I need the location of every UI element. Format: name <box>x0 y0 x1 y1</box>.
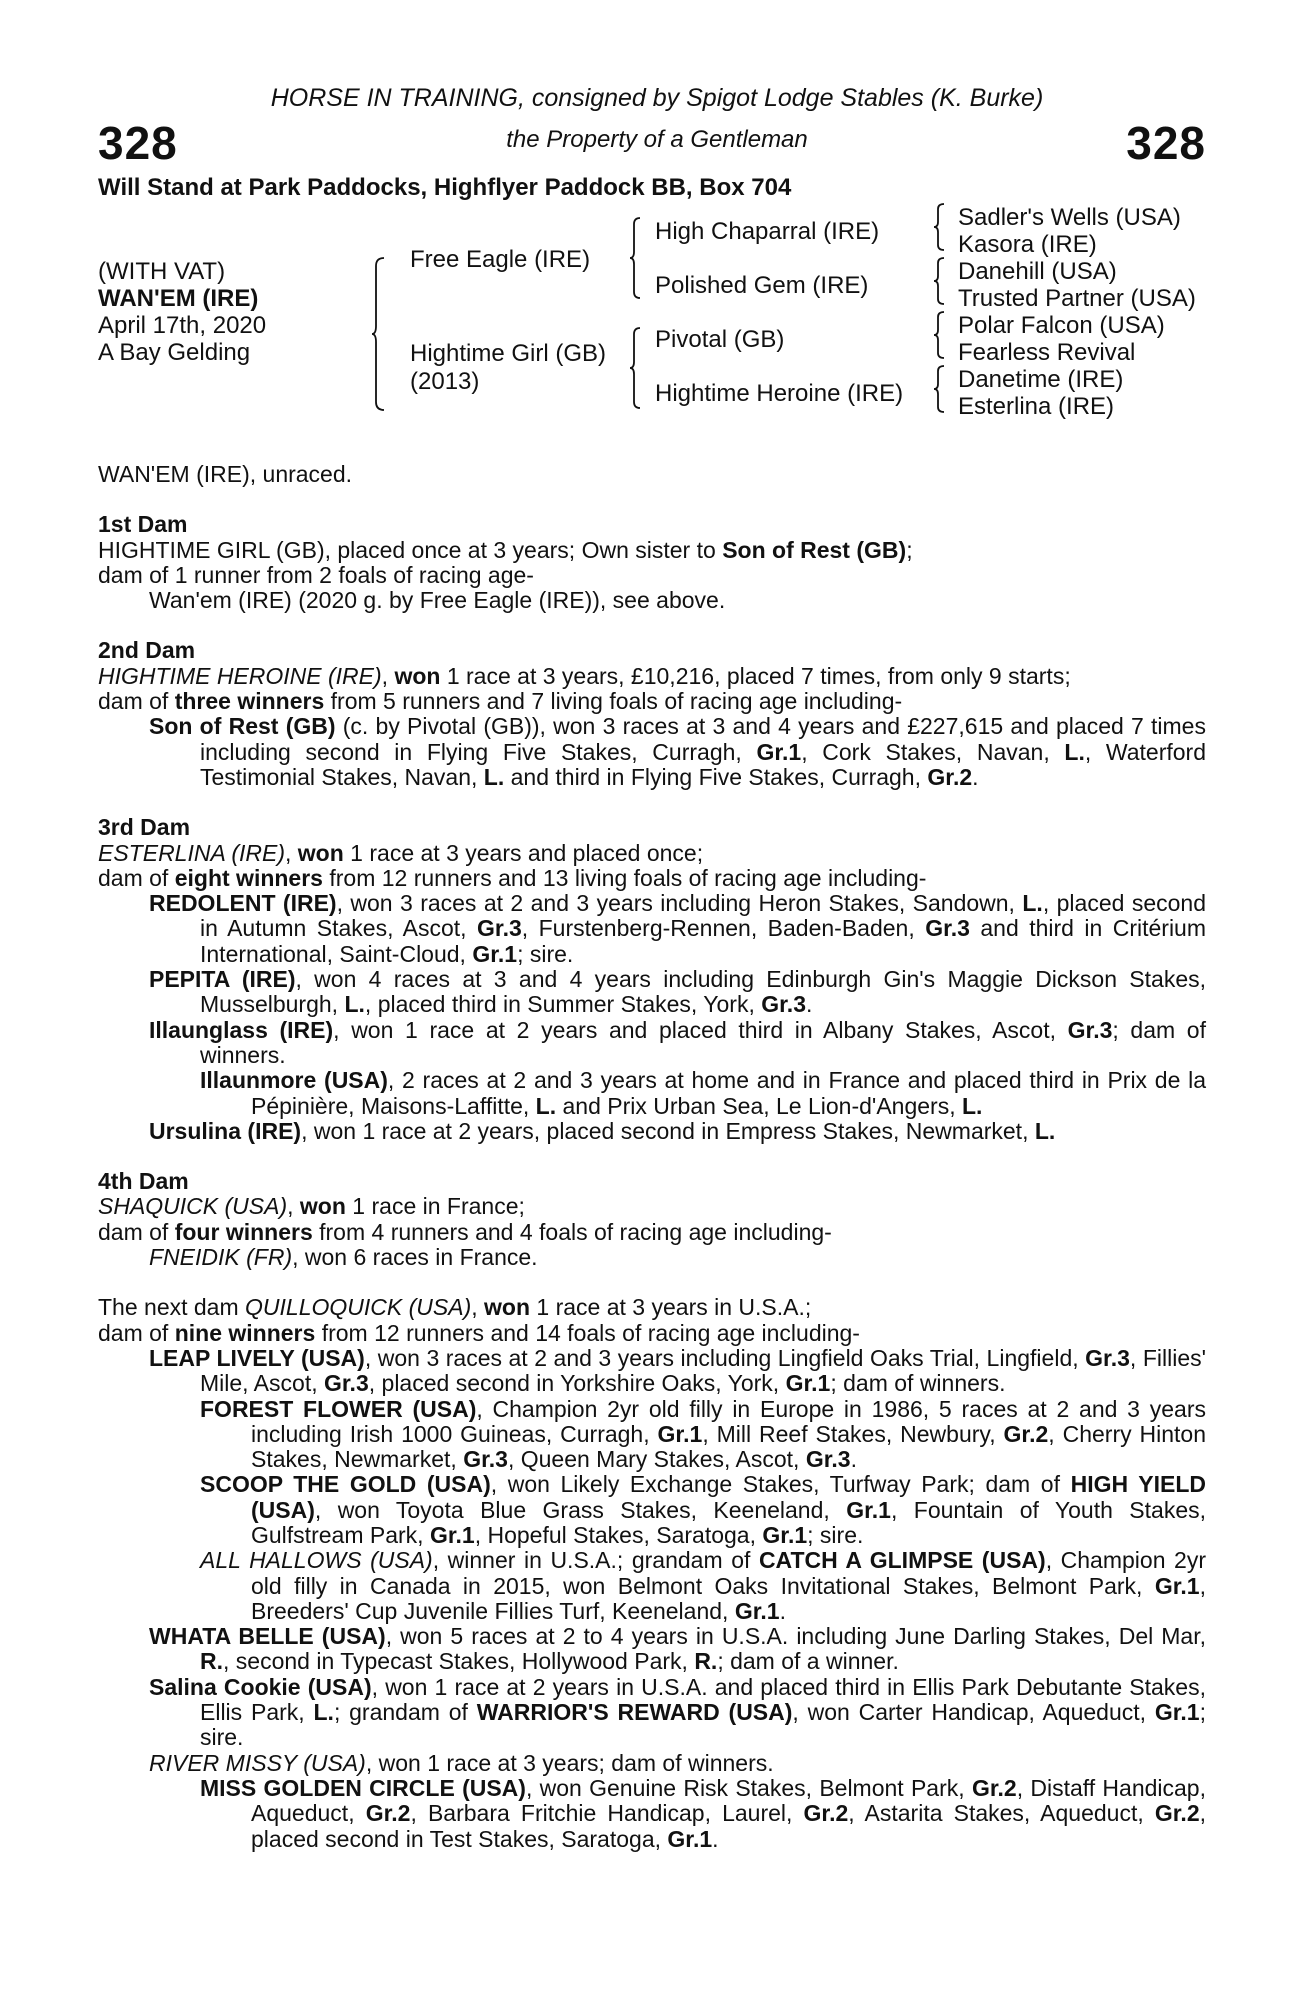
third-dam-produce: Ursulina (IRE), won 1 race at 2 years, placed second in Empress Stakes, Newmarket, L. <box>149 1117 1056 1144</box>
horse-description: A Bay Gelding <box>98 339 251 366</box>
first-dam-line: HIGHTIME GIRL (GB), placed once at 3 years; Own sister to Son of Rest (GB); <box>98 536 913 563</box>
fourth-dam-line: SHAQUICK (USA), won 1 race in France; <box>98 1193 525 1220</box>
pedigree-ggp: Polar Falcon (USA) <box>958 312 1165 339</box>
pedigree-brace-sire <box>630 218 642 298</box>
fourth-dam-heading: 4th Dam <box>98 1168 189 1195</box>
next-dam-produce: Salina Cookie (USA), won 1 race at 2 years in U.S.A. and placed third in Ellis Park Debutante Stakes, Ellis Park, L.; grandam of WARRIOR'S REWARD (USA), won Carter Handicap, Aqueduct, Gr.1; sire. <box>149 1673 1206 1751</box>
pedigree-ggp: Sadler's Wells (USA) <box>958 204 1181 231</box>
next-dam-line: dam of nine winners from 12 runners and 14 foals of racing age including- <box>98 1319 860 1346</box>
horse-name: WAN'EM (IRE) <box>98 285 259 312</box>
third-dam-produce: PEPITA (IRE), won 4 races at 3 and 4 years including Edinburgh Gin's Maggie Dickson Stakes, Musselburgh, L., placed third in Summer Stakes, York, Gr.3. <box>149 966 1207 1018</box>
pedigree-sire-dam: Polished Gem (IRE) <box>655 272 869 299</box>
third-dam-heading: 3rd Dam <box>98 814 191 841</box>
pedigree-brace-gg1 <box>934 204 946 250</box>
next-dam-grandproduce: FOREST FLOWER (USA), Champion 2yr old filly in Europe in 1986, 5 races at 2 and 3 years including Irish 1000 Guineas, Curragh, Gr.1, Mill Reef Stakes, Newbury, Gr.2, Cherry Hinton Stakes, Newmarket, Gr.3, Queen Mary Stakes, Ascot, Gr.3. <box>200 1395 1207 1473</box>
next-dam-grandproduce: ALL HALLOWS (USA), winner in U.S.A.; grandam of CATCH A GLIMPSE (USA), Champion 2yr old filly in Canada in 2015, won Belmont Oaks Invitational Stakes, Belmont Park, Gr.1, Breeders' Cup Juvenile Fillies Turf, Keeneland, Gr.1. <box>200 1547 1206 1624</box>
next-dam-grandproduce: SCOOP THE GOLD (USA), won Likely Exchange Stakes, Turfway Park; dam of HIGH YIELD (USA), won Toyota Blue Grass Stakes, Keeneland, Gr.1, Fountain of Youth Stakes, Gulfstream Park, Gr.1, Hopeful Stakes, Saratoga, Gr.1; sire. <box>200 1471 1206 1548</box>
second-dam-produce: Son of Rest (GB) (c. by Pivotal (GB)), won 3 races at 3 and 4 years and £227,615 and placed 7 times including second in Flying Five Stakes, Curragh, Gr.1, Cork Stakes, Navan, L., Waterford Testimonial Stakes, Navan, L. and third in Flying Five Stakes, Curragh, Gr.2. <box>149 713 1207 790</box>
pedigree-sire-sire: High Chaparral (IRE) <box>655 218 880 245</box>
third-dam-line: ESTERLINA (IRE), won 1 race at 3 years and placed once; <box>98 839 704 866</box>
pedigree-brace-gg4 <box>934 366 946 412</box>
first-dam-line: dam of 1 runner from 2 foals of racing age- <box>98 561 534 588</box>
pedigree-ggp: Trusted Partner (USA) <box>958 285 1196 312</box>
first-dam-produce: Wan'em (IRE) (2020 g. by Free Eagle (IRE)), see above. <box>149 587 726 614</box>
pedigree-brace-main <box>372 258 386 410</box>
consignment-subtitle: the Property of a Gentleman <box>506 126 808 153</box>
next-dam-grandproduce: MISS GOLDEN CIRCLE (USA), won Genuine Risk Stakes, Belmont Park, Gr.2, Distaff Handicap, Aqueduct, Gr.2, Barbara Fritchie Handicap, Laurel, Gr.2, Astarita Stakes, Aqueduct, Gr.2, placed second in Test Stakes, Saratoga, Gr.1. <box>200 1774 1207 1852</box>
pedigree-ggp: Danetime (IRE) <box>958 366 1124 393</box>
second-dam-line: dam of three winners from 5 runners and 7 living foals of racing age including- <box>98 688 903 715</box>
pedigree-brace-dam <box>630 328 642 408</box>
vat-note: (WITH VAT) <box>98 258 226 285</box>
next-dam-produce: WHATA BELLE (USA), won 5 races at 2 to 4 years in U.S.A. including June Darling Stakes, Del Mar, R., second in Typecast Stakes, Hollywood Park, R.; dam of a winner. <box>149 1623 1206 1675</box>
lot-number-left: 328 <box>98 117 178 169</box>
pedigree-dam: Hightime Girl (GB) <box>410 340 607 367</box>
second-dam-heading: 2nd Dam <box>98 637 196 664</box>
foaling-date: April 17th, 2020 <box>98 312 267 339</box>
pedigree-ggp: Esterlina (IRE) <box>958 393 1115 420</box>
pedigree-dam-dam: Hightime Heroine (IRE) <box>655 380 904 407</box>
next-dam-produce: LEAP LIVELY (USA), won 3 races at 2 and 3 years including Lingfield Oaks Trial, Lingfield, Gr.3, Fillies' Mile, Ascot, Gr.3, placed second in Yorkshire Oaks, York, Gr.1; dam of winners. <box>149 1344 1207 1397</box>
race-record: WAN'EM (IRE), unraced. <box>98 461 353 487</box>
pedigree-ggp: Kasora (IRE) <box>958 231 1097 258</box>
pedigree-sire: Free Eagle (IRE) <box>410 246 591 273</box>
catalogue-body <box>98 462 1206 1852</box>
consignment-title: HORSE IN TRAINING, consigned by Spigot Lodge Stables (K. Burke) <box>270 84 1044 112</box>
third-dam-produce: Illaunglass (IRE), won 1 race at 2 years and placed third in Albany Stakes, Ascot, Gr.3; dam of winners. <box>149 1016 1206 1068</box>
pedigree-dam-sire: Pivotal (GB) <box>655 326 785 353</box>
fourth-dam-line: dam of four winners from 4 runners and 4 foals of racing age including- <box>98 1218 832 1245</box>
stand-location: Will Stand at Park Paddocks, Highflyer Paddock BB, Box 704 <box>98 174 792 201</box>
third-dam-grandproduce: Illaunmore (USA), 2 races at 2 and 3 years at home and in France and placed third in Prix de la Pépinière, Maisons-Laffitte, L. and Prix Urban Sea, Le Lion-d'Angers, L. <box>200 1067 1206 1119</box>
next-dam-produce: RIVER MISSY (USA), won 1 race at 3 years; dam of winners. <box>149 1749 774 1776</box>
first-dam-heading: 1st Dam <box>98 511 188 538</box>
pedigree-brace-gg2 <box>934 258 946 304</box>
next-dam-line: The next dam QUILLOQUICK (USA), won 1 race at 3 years in U.S.A.; <box>98 1294 812 1321</box>
third-dam-line: dam of eight winners from 12 runners and 13 living foals of racing age including- <box>98 864 927 891</box>
fourth-dam-produce: FNEIDIK (FR), won 6 races in France. <box>149 1244 538 1271</box>
pedigree-ggp: Danehill (USA) <box>958 258 1117 285</box>
pedigree-ggp: Fearless Revival <box>958 339 1136 366</box>
pedigree-brace-gg3 <box>934 312 946 358</box>
second-dam-line: HIGHTIME HEROINE (IRE), won 1 race at 3 years, £10,216, placed 7 times, from only 9 starts; <box>98 662 1071 689</box>
lot-number-right: 328 <box>1126 117 1206 169</box>
third-dam-produce: REDOLENT (IRE), won 3 races at 2 and 3 years including Heron Stakes, Sandown, L., placed second in Autumn Stakes, Ascot, Gr.3, Furstenberg-Rennen, Baden-Baden, Gr.3 and third in Critérium International, Saint-Cloud, Gr.1; sire. <box>149 890 1207 967</box>
pedigree-dam-year: (2013) <box>410 368 480 395</box>
